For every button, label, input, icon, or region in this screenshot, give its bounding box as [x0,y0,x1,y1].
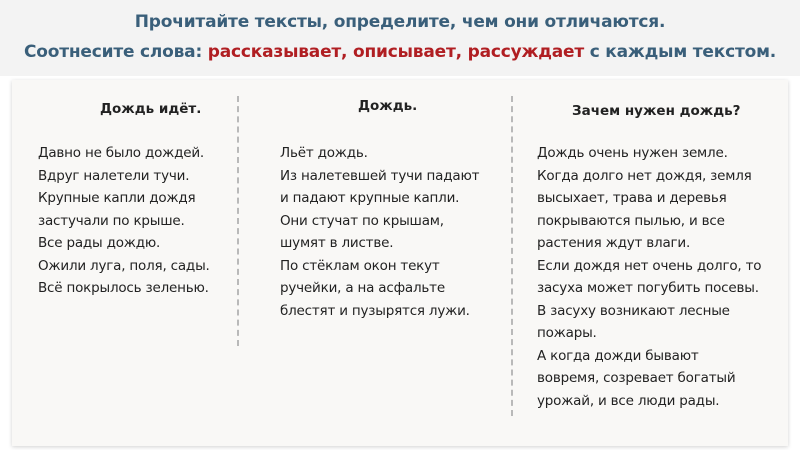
text-line: вовремя, созревает богатый [537,370,736,386]
text-line: покрываются пылью, и все [537,212,725,229]
text-2-body [280,142,479,322]
instruction-line-1: Прочитайте тексты, определите, чем они отличаются. [134,12,666,32]
instruction-header [0,0,800,76]
text-line: шумят в листве. [280,235,394,251]
text-line: растения ждут влаги. [537,235,691,251]
text-line: засуха может погубить посевы. [537,280,759,296]
text-line: Если дождя нет очень долго, то [537,257,762,274]
text-line: пожары. [537,325,597,341]
text-line: А когда дожди бывают [537,347,699,364]
text-line: Дождь очень нужен земле. [537,145,728,161]
text-line: Когда долго нет дождя, земля [537,167,752,184]
text-line: Из налетевшей тучи падают [280,167,480,184]
text-1-title: Дождь идёт. [100,101,202,117]
text-3-body [537,142,761,412]
instruction-key-words: рассказывает, описывает, рассуждает [207,42,584,62]
text-3-title: Зачем нужен дождь? [572,103,741,119]
column-divider-2 [511,96,513,416]
text-2-title: Дождь. [358,98,418,114]
text-line: Все рады дождю. [38,235,161,251]
text-line: Крупные капли дождя [38,190,196,206]
text-line: урожай, и все люди рады. [537,392,720,409]
text-line: блестят и пузырятся лужи. [280,302,470,319]
text-line: и падают крупные капли. [280,190,460,206]
text-line: высыхает, трава и деревья [537,190,727,206]
column-divider-1 [237,96,239,346]
text-line: По стёклам окон текут [280,257,440,274]
instruction-line-2 [0,42,800,62]
text-line: Всё покрылось зеленью. [38,280,209,296]
text-line: В засуху возникают лесные [537,302,730,319]
instruction-line-2-suffix: с каждым текстом. [583,42,777,62]
text-line: Они стучат по крышам, [280,212,444,229]
text-line: застучали по крыше. [38,212,185,229]
text-line: Ожили луга, поля, сады. [38,257,210,274]
text-line: ручейки, а на асфальте [280,280,445,296]
text-1-body [38,142,210,300]
text-line: Льёт дождь. [280,145,368,161]
text-line: Вдруг налетели тучи. [38,167,190,184]
instruction-line-2-prefix: Соотнесите слова: [23,42,208,62]
text-line: Давно не было дождей. [38,145,205,161]
